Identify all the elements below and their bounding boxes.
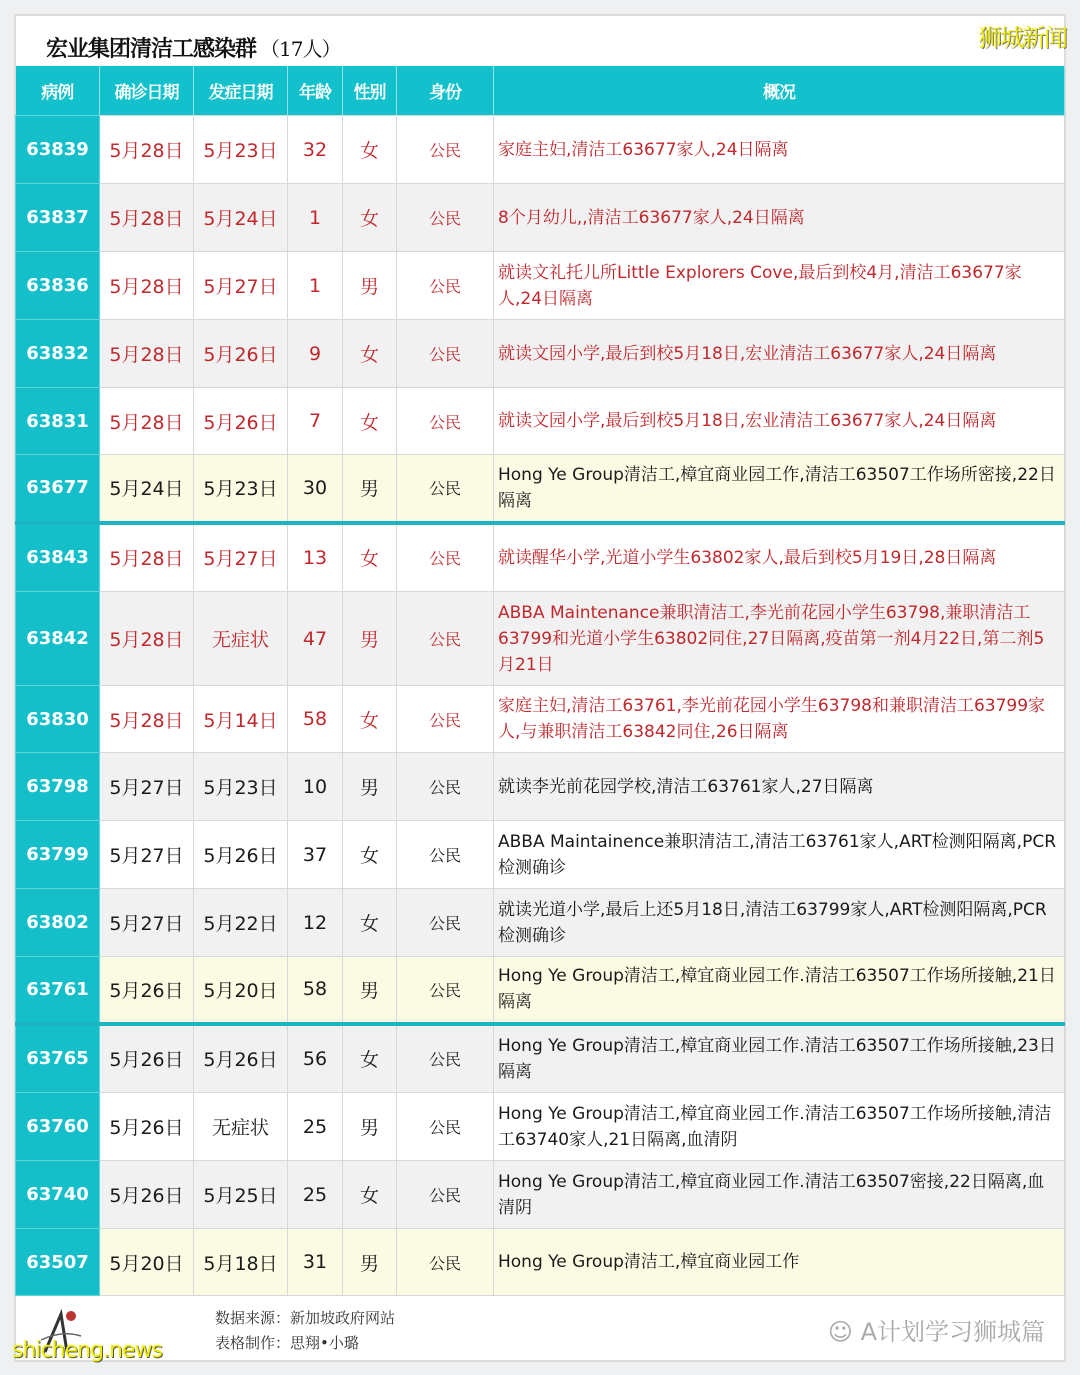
cell-sex: 女: [343, 889, 397, 957]
header-age: 年龄: [288, 66, 343, 116]
case-id: 63740: [16, 1161, 100, 1229]
header-sex: 性别: [343, 66, 397, 116]
cell-age: 1: [288, 184, 343, 252]
title-text: 宏业集团清洁工感染群: [46, 37, 257, 62]
cell-summary: Hong Ye Group清洁工,樟宜商业园工作.清洁工63507工作场所接触,清洁工63740家人,21日隔离,血清阴: [494, 1093, 1065, 1161]
cell-age: 58: [288, 957, 343, 1024]
table-row: [16, 889, 1065, 957]
cell-confirmed: 5月28日: [100, 388, 194, 455]
cell-onset: 5月24日: [194, 184, 288, 252]
cell-age: 56: [288, 1024, 343, 1093]
cell-sex: 女: [343, 523, 397, 592]
cell-age: 58: [288, 686, 343, 753]
table-row: [16, 592, 1065, 686]
cell-sex: 女: [343, 320, 397, 388]
cell-summary: Hong Ye Group清洁工,樟宜商业园工作.清洁工63507密接,22日隔离,血清阴: [494, 1161, 1065, 1229]
cell-sex: 女: [343, 388, 397, 455]
cell-sex: 女: [343, 116, 397, 184]
cell-summary: 就读李光前花园学校,清洁工63761家人,27日隔离: [494, 753, 1065, 821]
header-case: 病例: [16, 66, 100, 116]
cell-status: 公民: [397, 116, 494, 184]
case-id: 63836: [16, 252, 100, 320]
cell-onset: 5月26日: [194, 821, 288, 889]
cell-sex: 男: [343, 753, 397, 821]
cell-status: 公民: [397, 388, 494, 455]
table-row: [16, 252, 1065, 320]
cell-confirmed: 5月27日: [100, 889, 194, 957]
cell-onset: 5月22日: [194, 889, 288, 957]
table-row: [16, 957, 1065, 1024]
cell-status: 公民: [397, 184, 494, 252]
table-row: [16, 1161, 1065, 1229]
cell-status: 公民: [397, 523, 494, 592]
case-id: 63761: [16, 957, 100, 1024]
cell-summary: ABBA Maintainence兼职清洁工,清洁工63761家人,ART检测阳隔离,PCR检测确诊: [494, 821, 1065, 889]
case-id: 63843: [16, 523, 100, 592]
cell-confirmed: 5月26日: [100, 1161, 194, 1229]
cell-age: 25: [288, 1161, 343, 1229]
cell-status: 公民: [397, 889, 494, 957]
cell-sex: 女: [343, 821, 397, 889]
cell-status: 公民: [397, 1024, 494, 1093]
watermark: shicheng.news: [12, 1338, 162, 1363]
header-confirmed: 确诊日期: [100, 66, 194, 116]
table-header: [16, 66, 1065, 116]
cell-status: 公民: [397, 1093, 494, 1161]
cases-table: [15, 66, 1065, 1296]
cell-status: 公民: [397, 686, 494, 753]
cell-confirmed: 5月27日: [100, 821, 194, 889]
table-row: [16, 1093, 1065, 1161]
cell-sex: 女: [343, 1161, 397, 1229]
cell-summary: 家庭主妇,清洁工63761,李光前花园小学生63798和兼职清洁工63799家人,与兼职清洁工63842同住,26日隔离: [494, 686, 1065, 753]
cell-summary: 8个月幼儿,,清洁工63677家人,24日隔离: [494, 184, 1065, 252]
wechat-icon: ☺: [827, 1318, 861, 1346]
cell-summary: 就读文礼托儿所Little Explorers Cove,最后到校4月,清洁工63677家人,24日隔离: [494, 252, 1065, 320]
cell-onset: 5月14日: [194, 686, 288, 753]
case-id: 63802: [16, 889, 100, 957]
cell-confirmed: 5月28日: [100, 184, 194, 252]
case-id: 63799: [16, 821, 100, 889]
case-id: 63842: [16, 592, 100, 686]
cell-status: 公民: [397, 592, 494, 686]
cell-sex: 女: [343, 686, 397, 753]
table-row: [16, 523, 1065, 592]
table-maker: 表格制作：思翔•小璐: [215, 1334, 359, 1352]
table-row: [16, 753, 1065, 821]
cell-summary: 就读文园小学,最后到校5月18日,宏业清洁工63677家人,24日隔离: [494, 320, 1065, 388]
cell-status: 公民: [397, 455, 494, 523]
cell-confirmed: 5月28日: [100, 116, 194, 184]
cell-status: 公民: [397, 1161, 494, 1229]
table-row: [16, 184, 1065, 252]
case-id: 63839: [16, 116, 100, 184]
cell-sex: 男: [343, 1093, 397, 1161]
page-title: [46, 32, 340, 63]
table-row: [16, 686, 1065, 753]
cell-confirmed: 5月26日: [100, 957, 194, 1024]
cell-confirmed: 5月28日: [100, 686, 194, 753]
case-id: 63677: [16, 455, 100, 523]
cell-age: 37: [288, 821, 343, 889]
cell-age: 30: [288, 455, 343, 523]
cell-sex: 男: [343, 252, 397, 320]
cell-age: 47: [288, 592, 343, 686]
cell-sex: 男: [343, 957, 397, 1024]
case-id: 63760: [16, 1093, 100, 1161]
wechat-name: A计划学习狮城篇: [860, 1318, 1045, 1346]
cell-status: 公民: [397, 320, 494, 388]
cell-onset: 5月26日: [194, 320, 288, 388]
cell-status: 公民: [397, 821, 494, 889]
cell-age: 9: [288, 320, 343, 388]
cell-confirmed: 5月24日: [100, 455, 194, 523]
table-row: [16, 116, 1065, 184]
cell-age: 25: [288, 1093, 343, 1161]
cell-sex: 女: [343, 184, 397, 252]
table-row: [16, 1024, 1065, 1093]
cell-confirmed: 5月20日: [100, 1229, 194, 1296]
case-id: 63831: [16, 388, 100, 455]
cell-age: 32: [288, 116, 343, 184]
cell-onset: 5月23日: [194, 455, 288, 523]
cell-age: 31: [288, 1229, 343, 1296]
table-row: [16, 455, 1065, 523]
cell-sex: 男: [343, 592, 397, 686]
cell-onset: 无症状: [194, 1093, 288, 1161]
cell-confirmed: 5月28日: [100, 252, 194, 320]
table-row: [16, 1229, 1065, 1296]
cell-summary: 就读醒华小学,光道小学生63802家人,最后到校5月19日,28日隔离: [494, 523, 1065, 592]
cell-onset: 5月18日: [194, 1229, 288, 1296]
cell-summary: ABBA Maintenance兼职清洁工,李光前花园小学生63798,兼职清洁工63799和光道小学生63802同住,27日隔离,疫苗第一剂4月22日,第二剂5月21日: [494, 592, 1065, 686]
cell-summary: Hong Ye Group清洁工,樟宜商业园工作: [494, 1229, 1065, 1296]
case-id: 63830: [16, 686, 100, 753]
cell-age: 7: [288, 388, 343, 455]
cell-summary: Hong Ye Group清洁工,樟宜商业园工作.清洁工63507工作场所接触,21日隔离: [494, 957, 1065, 1024]
cell-status: 公民: [397, 753, 494, 821]
cell-confirmed: 5月28日: [100, 523, 194, 592]
cell-summary: 家庭主妇,清洁工63677家人,24日隔离: [494, 116, 1065, 184]
data-source: 数据来源：新加坡政府网站: [215, 1309, 396, 1327]
case-id: 63765: [16, 1024, 100, 1093]
cell-status: 公民: [397, 1229, 494, 1296]
header-status: 身份: [397, 66, 494, 116]
cell-summary: 就读文园小学,最后到校5月18日,宏业清洁工63677家人,24日隔离: [494, 388, 1065, 455]
cell-onset: 5月25日: [194, 1161, 288, 1229]
source-info: [215, 1306, 395, 1356]
cell-age: 13: [288, 523, 343, 592]
footer: [15, 1300, 1065, 1360]
cell-confirmed: 5月27日: [100, 753, 194, 821]
cell-onset: 5月27日: [194, 252, 288, 320]
case-count: （17人）: [260, 37, 341, 61]
cell-onset: 5月26日: [194, 388, 288, 455]
case-id: 63798: [16, 753, 100, 821]
cell-confirmed: 5月26日: [100, 1024, 194, 1093]
cell-onset: 5月27日: [194, 523, 288, 592]
cell-summary: Hong Ye Group清洁工,樟宜商业园工作.清洁工63507工作场所接触,23日隔离: [494, 1024, 1065, 1093]
cell-onset: 5月23日: [194, 116, 288, 184]
brand-logo: 狮城新闻: [978, 24, 1066, 52]
table-row: [16, 388, 1065, 455]
case-id: 63507: [16, 1229, 100, 1296]
case-id: 63837: [16, 184, 100, 252]
header-summary: 概况: [494, 66, 1065, 116]
cell-onset: 5月26日: [194, 1024, 288, 1093]
table-row: [16, 320, 1065, 388]
cell-age: 1: [288, 252, 343, 320]
cell-confirmed: 5月26日: [100, 1093, 194, 1161]
cell-confirmed: 5月28日: [100, 320, 194, 388]
cell-age: 12: [288, 889, 343, 957]
cell-sex: 男: [343, 1229, 397, 1296]
header-onset: 发症日期: [194, 66, 288, 116]
cell-status: 公民: [397, 252, 494, 320]
cell-summary: 就读光道小学,最后上还5月18日,清洁工63799家人,ART检测阳隔离,PCR检测确诊: [494, 889, 1065, 957]
cell-status: 公民: [397, 957, 494, 1024]
cell-age: 10: [288, 753, 343, 821]
table-row: [16, 821, 1065, 889]
cell-onset: 5月23日: [194, 753, 288, 821]
wechat-account: [828, 1312, 1045, 1347]
cell-sex: 女: [343, 1024, 397, 1093]
case-id: 63832: [16, 320, 100, 388]
cell-summary: Hong Ye Group清洁工,樟宜商业园工作,清洁工63507工作场所密接,22日隔离: [494, 455, 1065, 523]
cell-confirmed: 5月28日: [100, 592, 194, 686]
cell-sex: 男: [343, 455, 397, 523]
cell-onset: 无症状: [194, 592, 288, 686]
cell-onset: 5月20日: [194, 957, 288, 1024]
